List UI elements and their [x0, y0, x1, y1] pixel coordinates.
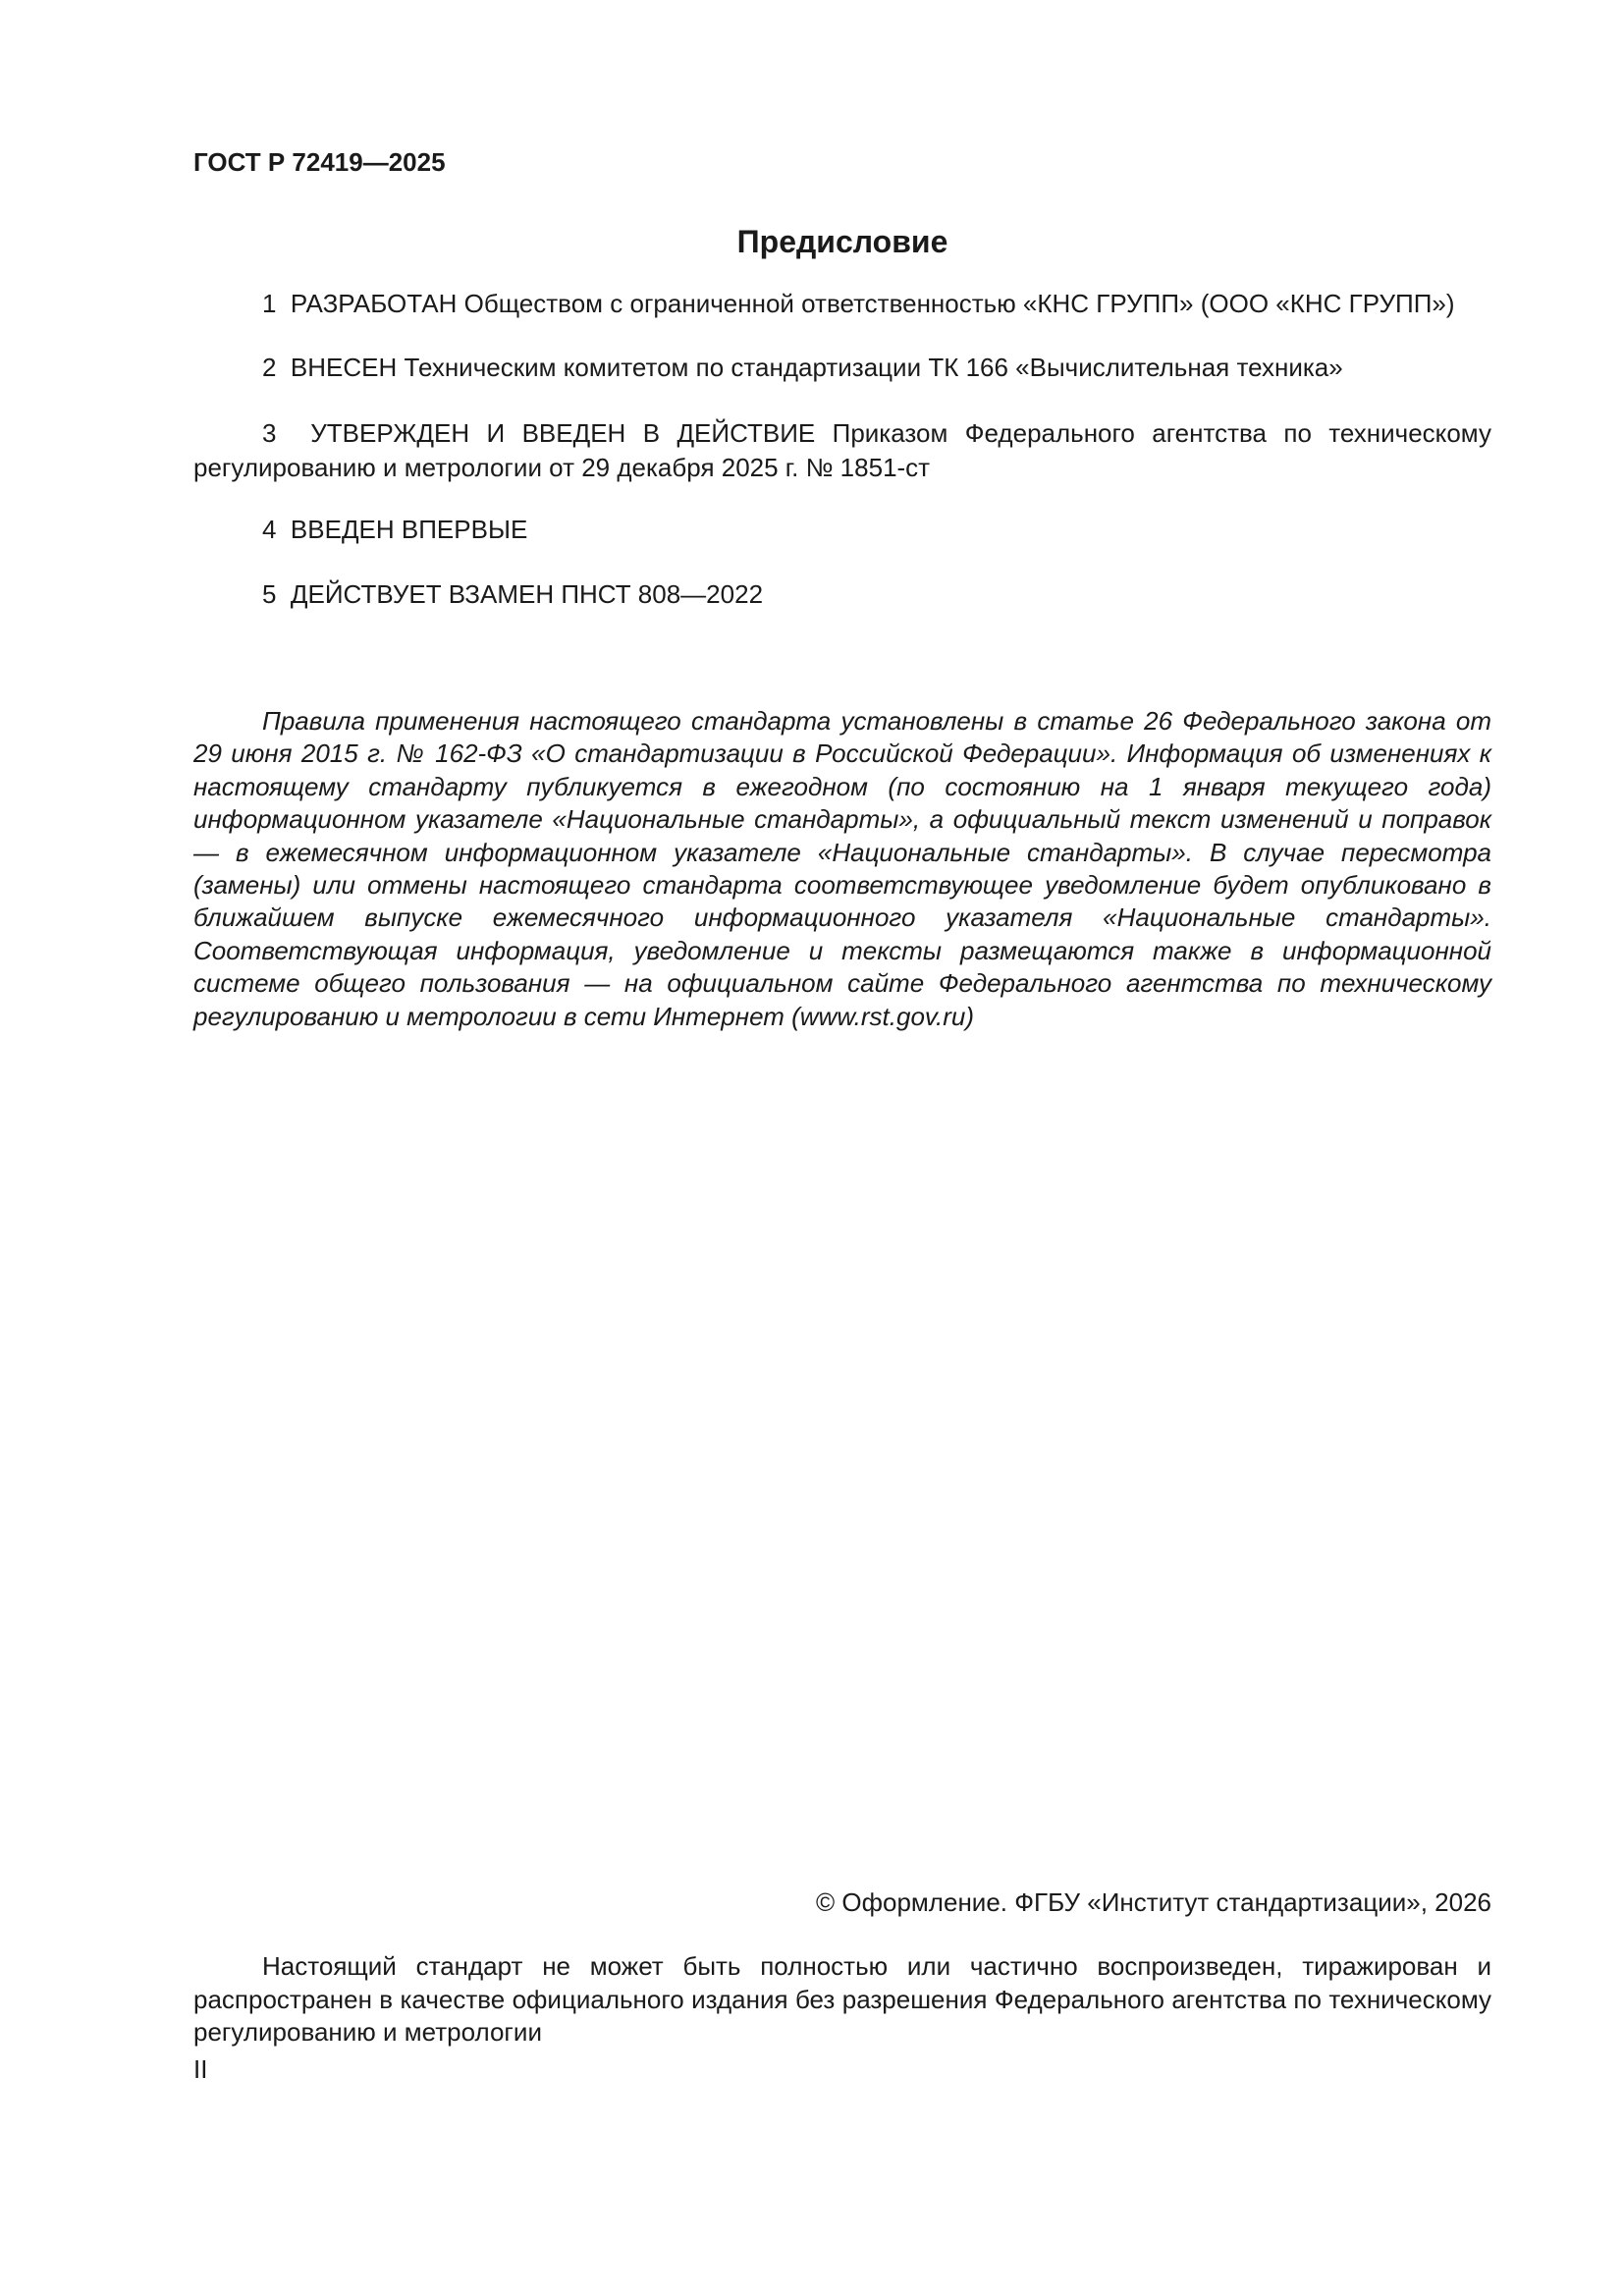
item-number: 3: [262, 418, 277, 448]
item-label: УТВЕРЖДЕН И ВВЕДЕН В ДЕЙСТВИЕ: [310, 418, 816, 448]
standard-code: ГОСТ Р 72419—2025: [193, 147, 446, 177]
item-number: 5: [262, 579, 277, 609]
item-label: ВНЕСЕН: [290, 353, 398, 382]
item-text: Обществом с ограниченной ответственностью «КНС ГРУПП» (ООО «КНС ГРУПП»): [463, 289, 1455, 318]
reproduction-notice: Настоящий стандарт не может быть полностью или частично воспроизведен, тиражирован и распространен в качестве официального издания без разрешения Федерального агентства по техническому регулированию и метрологии: [193, 1951, 1491, 2047]
item-label: ВВЕДЕН ВПЕРВЫЕ: [290, 515, 528, 544]
item-number: 2: [262, 353, 277, 382]
page-number: II: [193, 2054, 208, 2084]
preface-item-4: [193, 513, 1491, 547]
item-number: 1: [262, 289, 277, 318]
item-number: 4: [262, 515, 277, 544]
rules-paragraph: Правила применения настоящего стандарта установлены в статье 26 Федерального закона от 29 июня 2015 г. № 162-ФЗ «О стандартизации в Российской Федерации». Информация об изменениях к настоящему стандарту публикуется в ежегодном (по состоянию на 1 января текущего года) информационном указателе «Национальные стандарты», а официальный текст изменений и поправок — в ежемесячном информационном указателе «Национальные стандарты». В случае пересмотра (замены) или отмены настоящего стандарта соответствующее уведомление будет опубликовано в ближайшем выпуске ежемесячного информационного указателя «Национальные стандарты». Соответствующая информация, уведомление и тексты размещаются также в информационной системе общего пользования — на официальном сайте Федерального агентства по техническому регулированию и метрологии в сети Интернет (www.rst.gov.ru): [193, 706, 1491, 1031]
item-label: РАЗРАБОТАН: [290, 289, 458, 318]
item-text: Техническим комитетом по стандартизации ТК 166 «Вычислительная техника»: [404, 353, 1343, 382]
copyright-line: © Оформление. ФГБУ «Институт стандартизации», 2026: [816, 1887, 1491, 1917]
preface-item-3: [193, 416, 1491, 485]
item-label: ДЕЙСТВУЕТ ВЗАМЕН ПНСТ 808—2022: [290, 579, 764, 609]
preface-title: Предисловие: [736, 224, 948, 259]
preface-item-5: [193, 577, 1491, 612]
preface-item-2: [193, 351, 1491, 385]
item-text: Приказом Федерального агентства по техническому регулированию и метрологии от 29 декабря 2025 г. № 1851-ст: [193, 418, 1491, 482]
preface-item-1: [193, 287, 1491, 321]
